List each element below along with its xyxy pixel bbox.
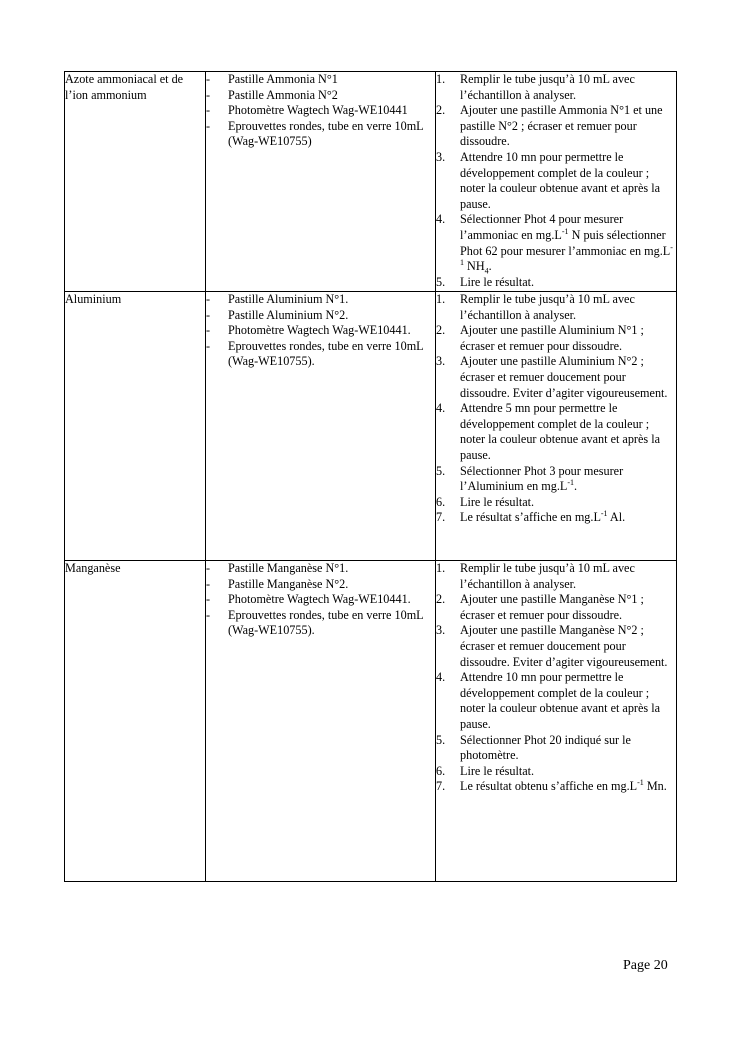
table-row-aluminium — [65, 292, 677, 561]
step-item: 1. Remplir le tube jusqu’à 10 mL avec l’échantillon à analyser. — [436, 561, 635, 591]
material-item: - Pastille Ammonia N°2 — [206, 87, 338, 102]
step-item: 7. Le résultat obtenu s’affiche en $mg.L^{-1}$ Mn. — [436, 778, 667, 794]
material-item: - Pastille Aluminium N°2. — [206, 307, 349, 322]
material-item: - Pastille Manganèse N°1. — [206, 561, 349, 575]
step-item: 4. Attendre 5 mn pour permettre le développement complet de la couleur ; noter la couleur obtenue avant et après la pause. — [436, 401, 660, 462]
parameter-name: Manganèse — [65, 561, 121, 575]
material-item: - Photomètre Wagtech Wag-WE10441 — [206, 103, 408, 118]
step-item: 1. Remplir le tube jusqu’à 10 mL avec l’échantillon à analyser. — [436, 292, 635, 322]
step-item: 3. Ajouter une pastille Aluminium N°2 ; écraser et remuer doucement pour dissoudre. Eviter d’agiter vigoureusement. — [436, 354, 668, 400]
parameter-name: Azote ammoniacal et de l’ion ammonium — [65, 72, 184, 102]
parameter-cell — [65, 561, 206, 882]
materials-cell — [206, 72, 436, 292]
parameter-cell — [65, 72, 206, 292]
table-row-ammonium — [65, 72, 677, 292]
step-item: 2. Ajouter une pastille Aluminium N°1 ; écraser et remuer pour dissoudre. — [436, 323, 644, 353]
step-item: 5. Sélectionner Phot 3 pour mesurer l’Aluminium en $mg.L^{-1}$. — [436, 463, 624, 494]
material-item: - Eprouvettes rondes, tube en verre 10mL (Wag-WE10755). — [206, 607, 424, 638]
steps-cell — [436, 561, 677, 882]
material-item: - Pastille Aluminium N°1. — [206, 292, 349, 306]
step-item: 6. Lire le résultat. — [436, 494, 535, 509]
step-item: 5. Lire le résultat. — [436, 274, 535, 289]
material-item: - Photomètre Wagtech Wag-WE10441. — [206, 592, 411, 607]
step-item: 3. Ajouter une pastille Manganèse N°2 ; écraser et remuer doucement pour dissoudre. Eviter d’agiter vigoureusement. — [436, 623, 668, 669]
material-item: - Eprouvettes rondes, tube en verre 10mL (Wag-WE10755). — [206, 338, 424, 369]
step-item: 5. Sélectionner Phot 20 indiqué sur le photomètre. — [436, 732, 631, 763]
step-item: 4. Attendre 10 mn pour permettre le développement complet de la couleur ; noter la couleur obtenue avant et après la pause. — [436, 670, 660, 731]
step-item: 6. Lire le résultat. — [436, 763, 535, 778]
material-item: - Photomètre Wagtech Wag-WE10441. — [206, 323, 411, 338]
page-number: Page 20 — [623, 958, 668, 973]
step-item: 2. Ajouter une pastille Manganèse N°1 ; écraser et remuer pour dissoudre. — [436, 592, 644, 622]
parameter-cell — [65, 292, 206, 561]
materials-cell — [206, 561, 436, 882]
material-item: - Eprouvettes rondes, tube en verre 10mL (Wag-WE10755) — [206, 118, 424, 149]
steps-cell — [436, 292, 677, 561]
material-item: - Pastille Ammonia N°1 — [206, 72, 338, 86]
step-item: 3. Attendre 10 mn pour permettre le développement complet de la couleur ; noter la couleur obtenue avant et après la pause. — [436, 149, 660, 211]
materials-cell — [206, 292, 436, 561]
step-item: 7. Le résultat s’affiche en $mg.L^{-1}$ Al. — [436, 509, 626, 525]
procedure-table — [64, 71, 677, 882]
step-item: 1. Remplir le tube jusqu’à 10 mL avec l’échantillon à analyser. — [436, 72, 635, 102]
table-row-manganese — [65, 561, 677, 882]
step-item: 4. Sélectionner Phot 4 pour mesurer l’ammoniac en $mg.L^{-1}$ N puis sélectionner Phot 62 pour mesurer l’ammoniac en $mg.L^{-1}$ $NH_4$. — [436, 212, 673, 276]
parameter-name: Aluminium — [65, 292, 122, 306]
material-item: - Pastille Manganèse N°2. — [206, 576, 349, 591]
steps-cell — [436, 72, 677, 292]
step-item: 2. Ajouter une pastille Ammonia N°1 et une pastille N°2 ; écraser et remuer pour dissoudre. — [436, 103, 663, 149]
